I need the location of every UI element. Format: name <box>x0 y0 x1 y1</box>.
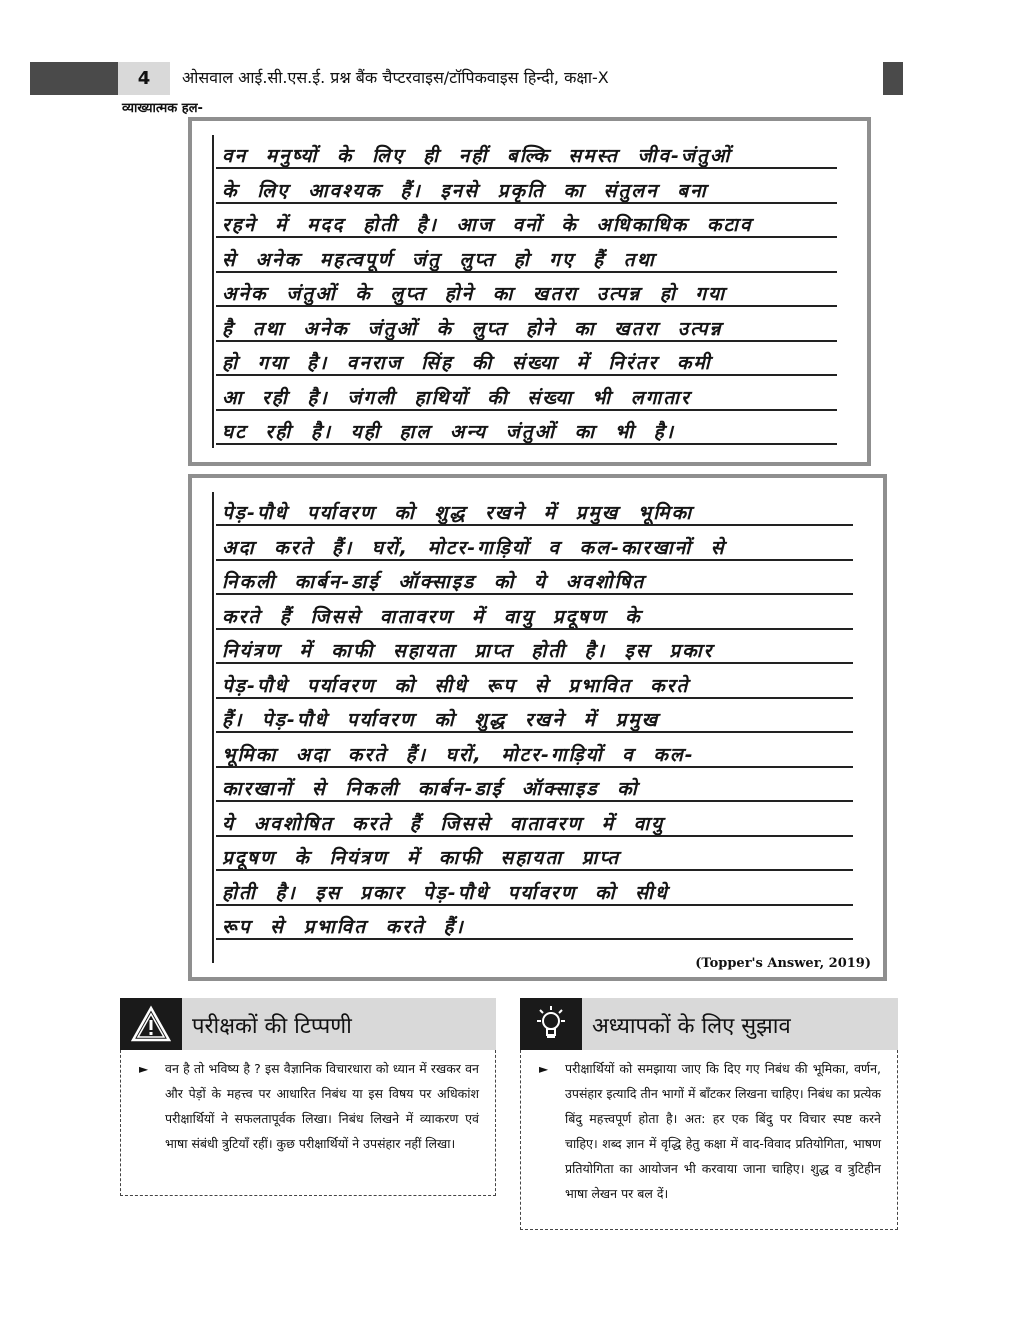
handwritten-line: वन मनुष्यों के लिए ही नहीं बल्कि समस्त जीव-जंतुओं <box>216 139 837 169</box>
examiner-comment-box <box>120 998 496 1196</box>
warning-icon <box>120 998 182 1050</box>
handwritten-line: पेड़-पौधे पर्यावरण को सीधे रूप से प्रभावित करते <box>216 669 853 699</box>
box-text: परीक्षार्थियों को समझाया जाए कि दिए गए निबंध की भूमिका, वर्णन, उपसंहार इत्यादि तीन भागों में बाँटकर लिखना चाहिए। निबंध का प्रत्येक बिंदु महत्त्वपूर्ण होता है। अत: हर एक बिंदु पर विचार स्पष्ट करने चाहिए। शब्द ज्ञान में वृद्धि हेतु कक्षा में वाद-विवाद प्रतियोगिता, भाषण प्रतियोगिता का आयोजन भी करवाया जाना चाहिए। शुद्ध व त्रुटिहीन भाषा लेखन पर बल दें। <box>565 1061 881 1201</box>
handwritten-line: आ रही है। जंगली हाथियों की संख्या भी लगातार <box>216 381 837 411</box>
box-text: वन है तो भविष्य है ? इस वैज्ञानिक विचारधारा को ध्यान में रखकर वन और पेड़ों के महत्त्व पर आधारित निबंध या इस विषय पर अधिकांश परीक्षार्थियों ने सफलतापूर्वक लिखा। निबंध लिखने में व्याकरण एवं भाषा संबंधी त्रुटियाँ रहीं। कुछ परीक्षार्थियों ने उपसंहार नहीं लिखा। <box>165 1061 479 1151</box>
handwritten-line: अनेक जंतुओं के लुप्त होने का खतरा उत्पन्न हो गया <box>216 277 837 307</box>
handwritten-line: रूप से प्रभावित करते हैं। <box>216 910 853 940</box>
arrow-bullet-icon: ► <box>539 1062 549 1076</box>
handwritten-line: घट रही है। यही हाल अन्य जंतुओं का भी है। <box>216 415 837 445</box>
handwritten-line: प्रदूषण के नियंत्रण में काफी सहायता प्राप्त <box>216 841 853 871</box>
handwritten-line: करते हैं जिससे वातावरण में वायु प्रदूषण के <box>216 600 853 630</box>
margin-line <box>212 135 214 448</box>
box-body <box>520 1050 898 1230</box>
handwritten-answer-sheet-1 <box>188 117 871 466</box>
handwritten-line: रहने में मदद होती है। आज वनों के अधिकाधिक कटाव <box>216 208 837 238</box>
handwritten-line: हो गया है। वनराज सिंह की संख्या में निरंतर कमी <box>216 346 837 376</box>
handwritten-line: अदा करते हैं। घरों, मोटर-गाड़ियों व कल-कारखानों से <box>216 531 853 561</box>
lightbulb-icon <box>520 998 582 1050</box>
handwritten-line: भूमिका अदा करते हैं। घरों, मोटर-गाड़ियों व कल- <box>216 738 853 768</box>
arrow-bullet-icon: ► <box>139 1062 149 1076</box>
handwritten-line: नियंत्रण में काफी सहायता प्राप्त होती है। इस प्रकार <box>216 634 853 664</box>
attribution: (Topper's Answer, 2019) <box>695 956 871 971</box>
handwritten-line: निकली कार्बन-डाई ऑक्साइड को ये अवशोषित <box>216 565 853 595</box>
handwritten-line: होती है। इस प्रकार पेड़-पौधे पर्यावरण को सीधे <box>216 876 853 906</box>
box-title: अध्यापकों के लिए सुझाव <box>592 1014 791 1039</box>
section-label: व्याख्यात्मक हल- <box>122 101 203 116</box>
box-body <box>120 1050 496 1196</box>
handwritten-line: ये अवशोषित करते हैं जिससे वातावरण में वायु <box>216 807 853 837</box>
handwritten-line: है तथा अनेक जंतुओं के लुप्त होने का खतरा उत्पन्न <box>216 312 837 342</box>
handwritten-line: के लिए आवश्यक हैं। इनसे प्रकृति का संतुलन बना <box>216 174 837 204</box>
handwritten-line: से अनेक महत्वपूर्ण जंतु लुप्त हो गए हैं तथा <box>216 243 837 273</box>
handwritten-line: पेड़-पौधे पर्यावरण को शुद्ध रखने में प्रमुख भूमिका <box>216 496 853 526</box>
box-title: परीक्षकों की टिप्पणी <box>192 1014 352 1039</box>
handwritten-line: हैं। पेड़-पौधे पर्यावरण को शुद्ध रखने में प्रमुख <box>216 703 853 733</box>
box-header <box>520 998 898 1050</box>
running-header-title: ओसवाल आई.सी.एस.ई. प्रश्न बैंक चैप्टरवाइस/टॉपिकवाइस हिन्दी, कक्षा-X <box>182 68 609 87</box>
handwritten-answer-sheet-2 <box>188 474 887 981</box>
page-number: 4 <box>118 62 170 95</box>
handwritten-line: कारखानों से निकली कार्बन-डाई ऑक्साइड को <box>216 772 853 802</box>
teacher-suggestion-box <box>520 998 898 1230</box>
header-right-bar <box>883 62 903 95</box>
box-header <box>120 998 496 1050</box>
header-left-bar <box>30 62 118 95</box>
margin-line <box>212 492 214 963</box>
